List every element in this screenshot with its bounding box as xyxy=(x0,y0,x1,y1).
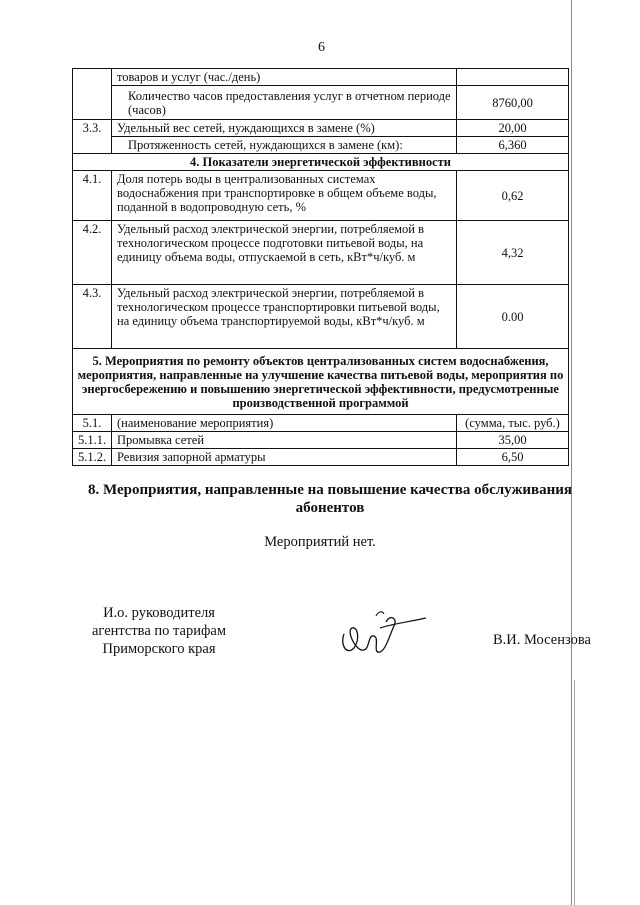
section-8-title: 8. Мероприятия, направленные на повышение качества обслуживания абонентов xyxy=(87,482,572,516)
row-label: Протяженность сетей, нуждающихся в замене (км): xyxy=(112,137,457,154)
row-value: 35,00 xyxy=(457,432,569,449)
row-value: 8760,00 xyxy=(457,86,569,120)
scan-edge-line xyxy=(571,0,572,905)
row-value: 6,50 xyxy=(457,449,569,466)
row-value: 0.00 xyxy=(457,285,569,349)
section-row xyxy=(73,349,569,415)
table-row xyxy=(73,171,569,221)
table-row xyxy=(73,221,569,285)
row-label: (наименование мероприятия) xyxy=(112,415,457,432)
table-row xyxy=(73,449,569,466)
row-label: товаров и услуг (час./день) xyxy=(112,69,457,86)
row-number: 4.3. xyxy=(73,285,112,349)
row-number: 3.3. xyxy=(73,120,112,154)
section-heading-5: 5. Мероприятия по ремонту объектов централизованных систем водоснабжения, мероприятия, направленные на улучшение качества питьевой воды, мероприятия по энергосбережению и повышению энергетической эффективности, предусмотренные производственной программой xyxy=(73,349,569,415)
section-row xyxy=(73,154,569,171)
page-number: 6 xyxy=(318,40,325,55)
table-row xyxy=(73,137,569,154)
indicators-table xyxy=(72,68,569,466)
row-value: 0,62 xyxy=(457,171,569,221)
row-label: Удельный расход электрической энергии, потребляемой в технологическом процессе подготовки питьевой воды, на единицу объема воды, отпускаемой в сеть, кВт*ч/куб. м xyxy=(112,221,457,285)
row-value: 6,360 xyxy=(457,137,569,154)
row-label: Удельный расход электрической энергии, потребляемой в технологическом процессе транспортировки питьевой воды, на единицу объема транспортируемой воды, кВт*ч/куб. м xyxy=(112,285,457,349)
row-number: 4.1. xyxy=(73,171,112,221)
row-number: 5.1. xyxy=(73,415,112,432)
table-row xyxy=(73,86,569,120)
row-label: Ревизия запорной арматуры xyxy=(112,449,457,466)
row-label: Доля потерь воды в централизованных системах водоснабжения при транспортировке в общем объеме воды, поданной в водопроводную сеть, % xyxy=(112,171,457,221)
table-row xyxy=(73,415,569,432)
section-8-text: Мероприятий нет. xyxy=(264,534,376,550)
row-number xyxy=(73,69,112,120)
row-value: 4,32 xyxy=(457,221,569,285)
section-heading-4: 4. Показатели энергетической эффективности xyxy=(73,154,569,171)
table-row xyxy=(73,120,569,137)
row-number: 5.1.1. xyxy=(73,432,112,449)
row-number: 5.1.2. xyxy=(73,449,112,466)
table-row xyxy=(73,69,569,86)
handwritten-signature xyxy=(332,604,432,669)
row-value: 20,00 xyxy=(457,120,569,137)
row-number: 4.2. xyxy=(73,221,112,285)
row-label: Количество часов предоставления услуг в отчетном периоде (часов) xyxy=(112,86,457,120)
scan-edge-line-lower xyxy=(574,680,575,905)
signer-name: В.И. Мосензова xyxy=(493,632,591,648)
table-row xyxy=(73,285,569,349)
table-row xyxy=(73,432,569,449)
row-label: Промывка сетей xyxy=(112,432,457,449)
row-value: (сумма, тыс. руб.) xyxy=(457,415,569,432)
row-value xyxy=(457,69,569,86)
signer-position: И.о. руководителя агентства по тарифам Приморского края xyxy=(92,605,226,657)
row-label: Удельный вес сетей, нуждающихся в замене (%) xyxy=(112,120,457,137)
